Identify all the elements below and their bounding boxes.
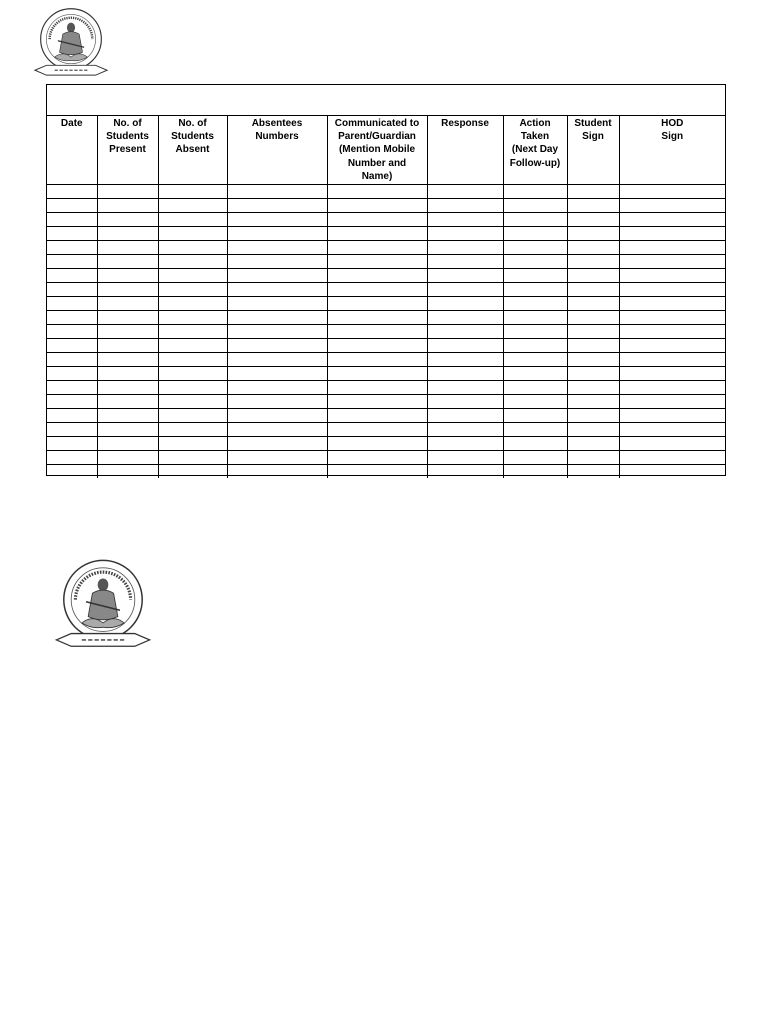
register-cell-absentees[interactable] xyxy=(227,311,327,325)
register-cell-communicated[interactable] xyxy=(327,227,427,241)
register-cell-present[interactable] xyxy=(97,283,158,297)
register-cell-communicated[interactable] xyxy=(327,185,427,199)
register-cell-hod_sign[interactable] xyxy=(619,381,725,395)
register-cell-present[interactable] xyxy=(97,325,158,339)
register-row xyxy=(47,283,725,297)
absentee-register-table xyxy=(47,116,725,478)
column-header-students-present: No. of Students Present xyxy=(97,116,158,185)
register-cell-communicated[interactable] xyxy=(327,451,427,465)
register-cell-response[interactable] xyxy=(427,395,503,409)
register-cell-present[interactable] xyxy=(97,311,158,325)
register-cell-absentees[interactable] xyxy=(227,381,327,395)
register-cell-action[interactable] xyxy=(503,269,567,283)
register-cell-student_sign[interactable] xyxy=(567,325,619,339)
register-cell-communicated[interactable] xyxy=(327,423,427,437)
column-header-students-absent: No. of Students Absent xyxy=(158,116,227,185)
register-cell-hod_sign[interactable] xyxy=(619,297,725,311)
register-row xyxy=(47,381,725,395)
register-cell-date[interactable] xyxy=(47,325,97,339)
register-row xyxy=(47,437,725,451)
register-cell-absentees[interactable] xyxy=(227,241,327,255)
register-cell-absent[interactable] xyxy=(158,381,227,395)
register-cell-communicated[interactable] xyxy=(327,283,427,297)
register-cell-absent[interactable] xyxy=(158,311,227,325)
register-cell-absentees[interactable] xyxy=(227,297,327,311)
register-cell-present[interactable] xyxy=(97,241,158,255)
register-cell-absent[interactable] xyxy=(158,325,227,339)
register-cell-absentees[interactable] xyxy=(227,353,327,367)
register-row xyxy=(47,185,725,199)
register-cell-absent[interactable] xyxy=(158,227,227,241)
register-cell-student_sign[interactable] xyxy=(567,381,619,395)
register-cell-present[interactable] xyxy=(97,269,158,283)
register-cell-response[interactable] xyxy=(427,227,503,241)
register-cell-absentees[interactable] xyxy=(227,451,327,465)
column-header-response: Response xyxy=(427,116,503,185)
register-cell-response[interactable] xyxy=(427,269,503,283)
register-title-row xyxy=(47,85,725,116)
register-cell-action[interactable] xyxy=(503,367,567,381)
register-cell-student_sign[interactable] xyxy=(567,395,619,409)
register-cell-action[interactable] xyxy=(503,423,567,437)
register-cell-student_sign[interactable] xyxy=(567,339,619,353)
register-cell-student_sign[interactable] xyxy=(567,283,619,297)
register-cell-present[interactable] xyxy=(97,465,158,479)
register-cell-response[interactable] xyxy=(427,409,503,423)
register-cell-hod_sign[interactable] xyxy=(619,353,725,367)
register-cell-action[interactable] xyxy=(503,381,567,395)
register-cell-absent[interactable] xyxy=(158,451,227,465)
register-cell-action[interactable] xyxy=(503,283,567,297)
register-row xyxy=(47,227,725,241)
register-row xyxy=(47,353,725,367)
register-cell-hod_sign[interactable] xyxy=(619,325,725,339)
register-row xyxy=(47,311,725,325)
register-cell-action[interactable] xyxy=(503,409,567,423)
register-cell-date[interactable] xyxy=(47,423,97,437)
register-cell-action[interactable] xyxy=(503,227,567,241)
register-row xyxy=(47,325,725,339)
register-cell-hod_sign[interactable] xyxy=(619,255,725,269)
register-cell-communicated[interactable] xyxy=(327,311,427,325)
register-cell-present[interactable] xyxy=(97,367,158,381)
register-cell-absent[interactable] xyxy=(158,339,227,353)
register-cell-absent[interactable] xyxy=(158,199,227,213)
register-cell-action[interactable] xyxy=(503,297,567,311)
register-cell-present[interactable] xyxy=(97,199,158,213)
register-cell-present[interactable] xyxy=(97,423,158,437)
register-cell-date[interactable] xyxy=(47,353,97,367)
register-cell-absent[interactable] xyxy=(158,255,227,269)
absentee-register-sheet xyxy=(46,84,726,476)
register-cell-student_sign[interactable] xyxy=(567,451,619,465)
register-cell-response[interactable] xyxy=(427,283,503,297)
register-row xyxy=(47,395,725,409)
register-cell-response[interactable] xyxy=(427,381,503,395)
register-cell-date[interactable] xyxy=(47,409,97,423)
register-cell-action[interactable] xyxy=(503,395,567,409)
register-cell-absentees[interactable] xyxy=(227,395,327,409)
column-header-absentees-numbers: Absentees Numbers xyxy=(227,116,327,185)
register-cell-present[interactable] xyxy=(97,381,158,395)
register-cell-hod_sign[interactable] xyxy=(619,465,725,479)
register-cell-absent[interactable] xyxy=(158,353,227,367)
register-cell-action[interactable] xyxy=(503,339,567,353)
register-row xyxy=(47,465,725,479)
register-cell-absent[interactable] xyxy=(158,283,227,297)
register-cell-date[interactable] xyxy=(47,241,97,255)
register-cell-date[interactable] xyxy=(47,339,97,353)
register-cell-absentees[interactable] xyxy=(227,437,327,451)
register-cell-response[interactable] xyxy=(427,451,503,465)
register-cell-student_sign[interactable] xyxy=(567,213,619,227)
register-cell-date[interactable] xyxy=(47,297,97,311)
register-cell-student_sign[interactable] xyxy=(567,255,619,269)
register-cell-hod_sign[interactable] xyxy=(619,311,725,325)
register-cell-communicated[interactable] xyxy=(327,353,427,367)
register-cell-absentees[interactable] xyxy=(227,423,327,437)
register-row xyxy=(47,423,725,437)
register-row xyxy=(47,409,725,423)
header-row xyxy=(47,116,725,185)
register-cell-date[interactable] xyxy=(47,227,97,241)
column-header-communicated: Communicated to Parent/Guardian (Mention Mobile Number and Name) xyxy=(327,116,427,185)
register-cell-absentees[interactable] xyxy=(227,339,327,353)
register-cell-communicated[interactable] xyxy=(327,465,427,479)
column-header-date: Date xyxy=(60,118,83,129)
register-cell-date[interactable] xyxy=(47,213,97,227)
register-cell-action[interactable] xyxy=(503,465,567,479)
register-cell-student_sign[interactable] xyxy=(567,311,619,325)
register-cell-absentees[interactable] xyxy=(227,283,327,297)
register-cell-action[interactable] xyxy=(503,325,567,339)
register-cell-hod_sign[interactable] xyxy=(619,241,725,255)
register-row xyxy=(47,297,725,311)
register-cell-hod_sign[interactable] xyxy=(619,409,725,423)
register-cell-action[interactable] xyxy=(503,437,567,451)
register-cell-student_sign[interactable] xyxy=(567,297,619,311)
register-cell-response[interactable] xyxy=(427,465,503,479)
register-cell-student_sign[interactable] xyxy=(567,227,619,241)
register-row xyxy=(47,269,725,283)
register-cell-date[interactable] xyxy=(47,437,97,451)
college-logo-bottom xyxy=(50,556,156,656)
college-logo-top xyxy=(30,6,112,82)
column-header-student-sign: Student Sign xyxy=(567,116,619,185)
register-cell-absentees[interactable] xyxy=(227,367,327,381)
register-cell-communicated[interactable] xyxy=(327,325,427,339)
register-cell-action[interactable] xyxy=(503,353,567,367)
register-cell-absentees[interactable] xyxy=(227,409,327,423)
register-cell-absent[interactable] xyxy=(158,423,227,437)
register-cell-present[interactable] xyxy=(97,185,158,199)
register-cell-communicated[interactable] xyxy=(327,255,427,269)
register-cell-present[interactable] xyxy=(97,255,158,269)
register-cell-absent[interactable] xyxy=(158,367,227,381)
register-cell-hod_sign[interactable] xyxy=(619,227,725,241)
register-cell-absent[interactable] xyxy=(158,185,227,199)
register-cell-absentees[interactable] xyxy=(227,325,327,339)
register-cell-action[interactable] xyxy=(503,451,567,465)
register-cell-response[interactable] xyxy=(427,185,503,199)
register-cell-student_sign[interactable] xyxy=(567,437,619,451)
register-cell-absent[interactable] xyxy=(158,269,227,283)
register-cell-response[interactable] xyxy=(427,255,503,269)
register-cell-absentees[interactable] xyxy=(227,185,327,199)
register-cell-date[interactable] xyxy=(47,367,97,381)
register-row xyxy=(47,451,725,465)
register-cell-action[interactable] xyxy=(503,185,567,199)
register-cell-present[interactable] xyxy=(97,437,158,451)
register-cell-present[interactable] xyxy=(97,395,158,409)
register-row xyxy=(47,255,725,269)
register-cell-hod_sign[interactable] xyxy=(619,367,725,381)
register-cell-date[interactable] xyxy=(47,395,97,409)
register-cell-action[interactable] xyxy=(503,213,567,227)
register-cell-hod_sign[interactable] xyxy=(619,269,725,283)
register-cell-date[interactable] xyxy=(47,199,97,213)
register-cell-communicated[interactable] xyxy=(327,437,427,451)
register-cell-student_sign[interactable] xyxy=(567,269,619,283)
column-header-hod-sign: HOD Sign xyxy=(619,116,725,185)
register-cell-action[interactable] xyxy=(503,199,567,213)
register-cell-absent[interactable] xyxy=(158,409,227,423)
register-cell-hod_sign[interactable] xyxy=(619,437,725,451)
register-row xyxy=(47,241,725,255)
register-cell-action[interactable] xyxy=(503,255,567,269)
register-cell-absent[interactable] xyxy=(158,297,227,311)
register-cell-student_sign[interactable] xyxy=(567,185,619,199)
register-cell-response[interactable] xyxy=(427,213,503,227)
register-cell-present[interactable] xyxy=(97,227,158,241)
register-cell-action[interactable] xyxy=(503,241,567,255)
register-cell-absentees[interactable] xyxy=(227,227,327,241)
register-cell-response[interactable] xyxy=(427,367,503,381)
register-cell-date[interactable] xyxy=(47,451,97,465)
register-cell-communicated[interactable] xyxy=(327,199,427,213)
register-cell-response[interactable] xyxy=(427,353,503,367)
register-cell-date[interactable] xyxy=(47,269,97,283)
register-cell-absentees[interactable] xyxy=(227,255,327,269)
register-cell-absent[interactable] xyxy=(158,437,227,451)
register-cell-communicated[interactable] xyxy=(327,269,427,283)
register-cell-response[interactable] xyxy=(427,423,503,437)
register-cell-present[interactable] xyxy=(97,339,158,353)
register-cell-present[interactable] xyxy=(97,451,158,465)
register-row xyxy=(47,213,725,227)
register-cell-absentees[interactable] xyxy=(227,199,327,213)
register-cell-hod_sign[interactable] xyxy=(619,185,725,199)
register-cell-student_sign[interactable] xyxy=(567,465,619,479)
register-row xyxy=(47,367,725,381)
register-cell-absentees[interactable] xyxy=(227,213,327,227)
register-cell-student_sign[interactable] xyxy=(567,241,619,255)
register-cell-date[interactable] xyxy=(47,465,97,479)
register-cell-response[interactable] xyxy=(427,437,503,451)
register-cell-student_sign[interactable] xyxy=(567,353,619,367)
register-cell-communicated[interactable] xyxy=(327,339,427,353)
register-cell-date[interactable] xyxy=(47,283,97,297)
register-row xyxy=(47,339,725,353)
register-cell-response[interactable] xyxy=(427,241,503,255)
register-cell-response[interactable] xyxy=(427,311,503,325)
register-cell-communicated[interactable] xyxy=(327,297,427,311)
register-cell-hod_sign[interactable] xyxy=(619,423,725,437)
register-cell-communicated[interactable] xyxy=(327,381,427,395)
register-cell-present[interactable] xyxy=(97,409,158,423)
column-header-action-taken: Action Taken (Next Day Follow-up) xyxy=(503,116,567,185)
register-cell-hod_sign[interactable] xyxy=(619,213,725,227)
register-cell-communicated[interactable] xyxy=(327,367,427,381)
register-cell-hod_sign[interactable] xyxy=(619,451,725,465)
register-cell-student_sign[interactable] xyxy=(567,367,619,381)
register-cell-absent[interactable] xyxy=(158,241,227,255)
register-cell-absent[interactable] xyxy=(158,465,227,479)
register-row xyxy=(47,199,725,213)
register-cell-absent[interactable] xyxy=(158,213,227,227)
register-cell-response[interactable] xyxy=(427,339,503,353)
register-cell-hod_sign[interactable] xyxy=(619,395,725,409)
register-cell-action[interactable] xyxy=(503,311,567,325)
register-cell-communicated[interactable] xyxy=(327,213,427,227)
register-cell-student_sign[interactable] xyxy=(567,199,619,213)
register-cell-date[interactable] xyxy=(47,185,97,199)
register-cell-hod_sign[interactable] xyxy=(619,339,725,353)
register-cell-absentees[interactable] xyxy=(227,269,327,283)
register-cell-hod_sign[interactable] xyxy=(619,283,725,297)
register-cell-present[interactable] xyxy=(97,353,158,367)
register-cell-communicated[interactable] xyxy=(327,241,427,255)
register-cell-student_sign[interactable] xyxy=(567,409,619,423)
register-cell-communicated[interactable] xyxy=(327,409,427,423)
register-cell-absent[interactable] xyxy=(158,395,227,409)
register-cell-student_sign[interactable] xyxy=(567,423,619,437)
register-cell-date[interactable] xyxy=(47,381,97,395)
register-cell-hod_sign[interactable] xyxy=(619,199,725,213)
register-cell-response[interactable] xyxy=(427,325,503,339)
register-cell-communicated[interactable] xyxy=(327,395,427,409)
register-cell-date[interactable] xyxy=(47,311,97,325)
register-cell-response[interactable] xyxy=(427,199,503,213)
register-cell-present[interactable] xyxy=(97,297,158,311)
register-cell-present[interactable] xyxy=(97,213,158,227)
register-cell-response[interactable] xyxy=(427,297,503,311)
register-cell-absentees[interactable] xyxy=(227,465,327,479)
register-cell-date[interactable] xyxy=(47,255,97,269)
